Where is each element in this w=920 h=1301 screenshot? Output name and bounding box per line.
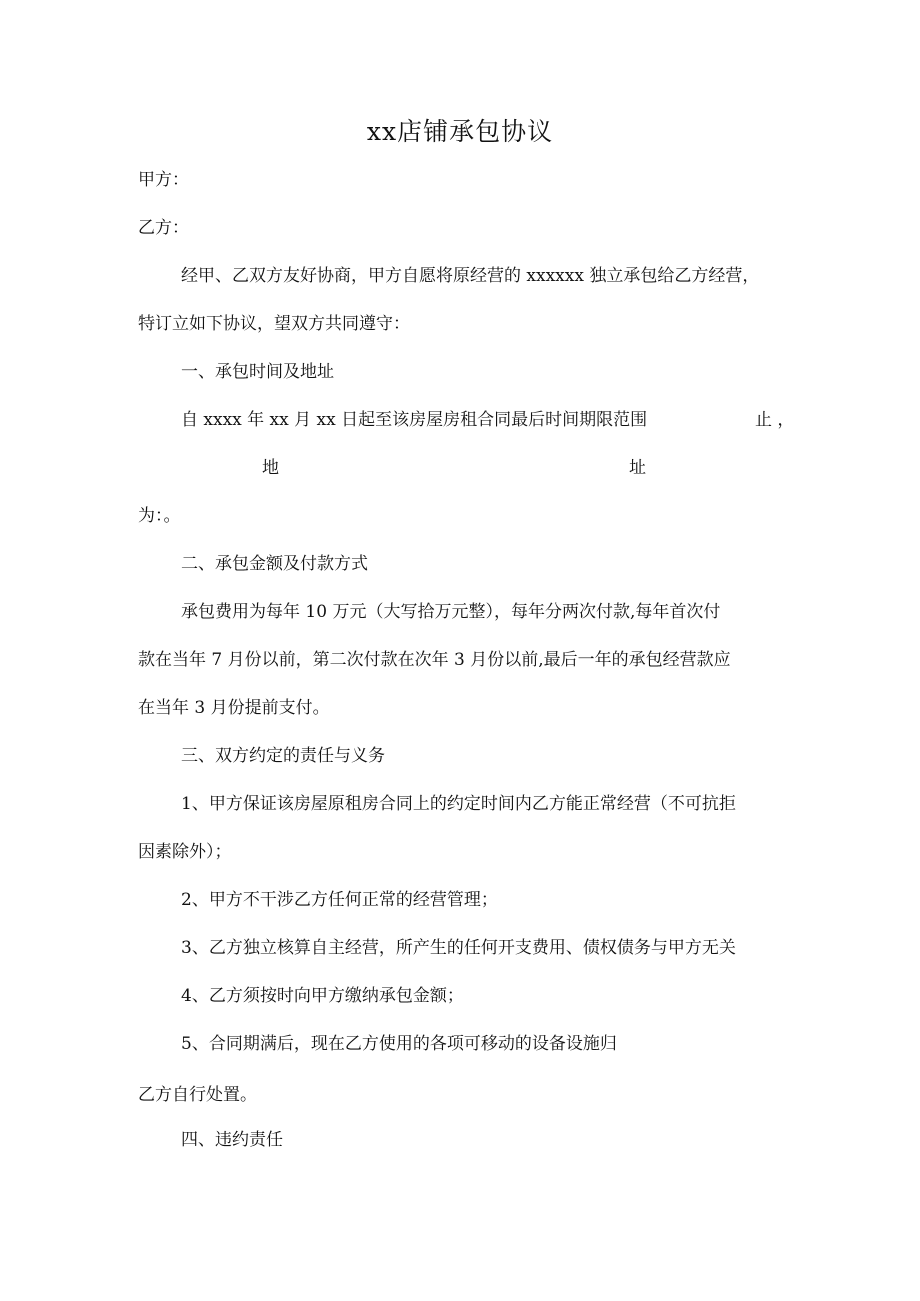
section-1-address-char-a: 地 [262, 458, 279, 478]
section-2-line-2: 款在当年 7 月份以前，第二次付款在次年 3 月份以前,最后一年的承包经营款应 [138, 650, 731, 670]
section-2-line-3: 在当年 3 月份提前支付。 [138, 698, 330, 718]
section-3-item-5-line-1: 5、合同期满后，现在乙方使用的各项可移动的设备设施归 [181, 1034, 617, 1054]
section-1-line-3: 为：。 [138, 506, 181, 526]
section-2-heading: 二、承包金额及付款方式 [181, 554, 368, 574]
section-3-item-1-line-2: 因素除外）； [138, 842, 232, 862]
section-3-heading: 三、双方约定的责任与义务 [181, 746, 385, 766]
section-3-item-3: 3、乙方独立核算自主经营，所产生的任何开支费用、债权债务与甲方无关 [181, 938, 736, 958]
section-1-line-1-end: 止 ， [755, 410, 795, 430]
section-1-address-char-b: 址 [629, 458, 646, 478]
section-1-line-1: 自 xxxx 年 xx 月 xx 日起至该房屋房租合同最后时间期限范围 [181, 410, 648, 430]
intro-paragraph-line-1: 经甲、乙双方友好协商，甲方自愿将原经营的 xxxxxx 独立承包给乙方经营， [181, 266, 760, 286]
section-3-item-5-line-2: 乙方自行处置。 [138, 1085, 257, 1105]
section-1-heading: 一、承包时间及地址 [181, 362, 334, 382]
section-4-heading: 四、违约责任 [181, 1130, 283, 1150]
party-a-label: 甲方： [138, 170, 189, 190]
intro-paragraph-line-2: 特订立如下协议，望双方共同遵守： [138, 314, 410, 334]
section-2-line-1: 承包费用为每年 10 万元（大写拾万元整），每年分两次付款,每年首次付 [181, 602, 721, 622]
party-b-label: 乙方： [138, 218, 189, 238]
document-title: xx店铺承包协议 [366, 117, 554, 146]
section-3-item-1-line-1: 1、甲方保证该房屋原租房合同上的约定时间内乙方能正常经营（不可抗拒 [181, 794, 736, 814]
section-3-item-4: 4、乙方须按时向甲方缴纳承包金额； [181, 986, 464, 1006]
section-3-item-2: 2、甲方不干涉乙方任何正常的经营管理； [181, 890, 498, 910]
